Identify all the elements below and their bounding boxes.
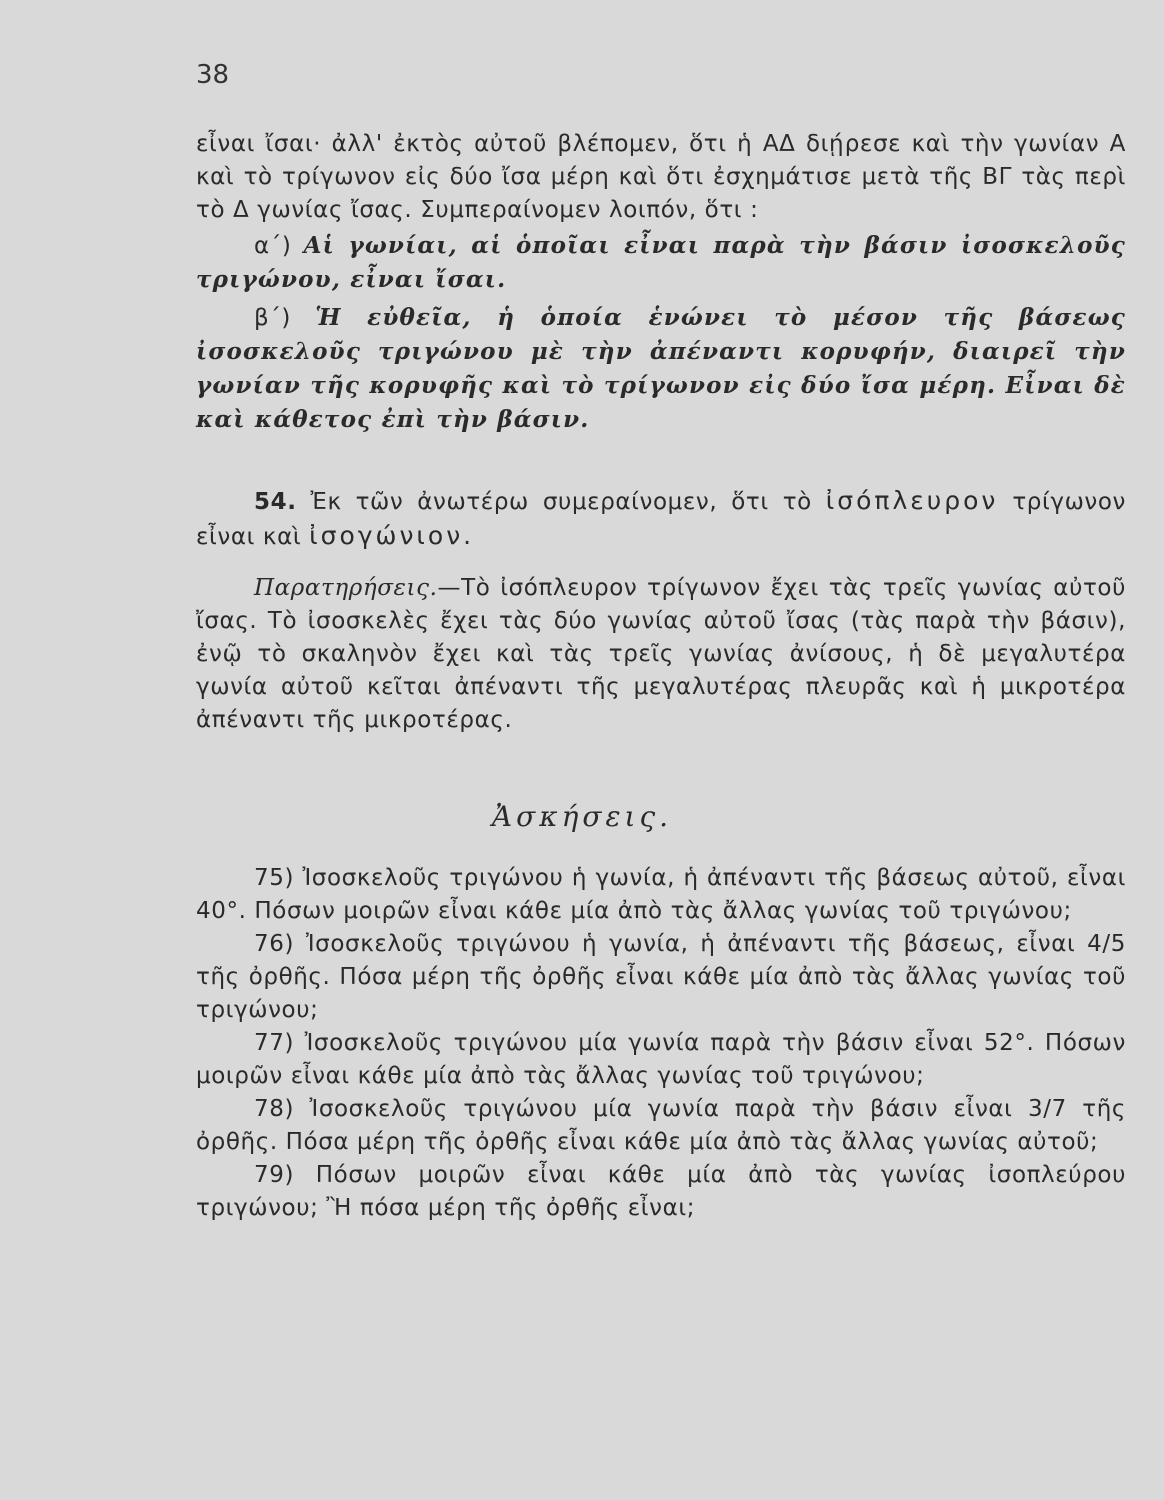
observations-paragraph (196, 572, 1126, 737)
exercise-item: 75) Ἰσοσκελοῦς τριγώνου ἡ γωνία, ἡ ἀπέναντι τῆς βάσεως αὐτοῦ, εἶναι 40°. Πόσων μοιρῶν εἶναι κάθε μία ἀπὸ τὰς ἄλλας γωνίας τοῦ τριγώνου; (196, 865, 1126, 924)
conclusion-b-text: Ἡ εὐθεῖα, ἡ ὁποία ἑνώνει τὸ μέσον τῆς βάσεως ἰσοσκελοῦς τριγώνου μὲ τὴν ἀπέναντι κορυφήν, διαιρεῖ τὴν γωνίαν τῆς κορυφῆς καὶ τὸ τρίγωνον εἰς δύο ἴσα μέρη. Εἶναι δὲ καὶ κάθετος ἐπὶ τὴν βάσιν. (196, 304, 1126, 433)
conclusion-b-label: β΄) (254, 305, 291, 331)
section-54-term-equilateral: ἰσόπλευρον (825, 486, 999, 515)
section-54-text-before: Ἐκ τῶν ἀνωτέρω συμεραίνομεν, ὅτι τὸ (310, 489, 812, 515)
exercise-item: 79) Πόσων μοιρῶν εἶναι κάθε μία ἀπὸ τὰς γωνίας ἰσοπλεύρου τριγώνου; Ἢ πόσα μέρη τῆς ὀρθῆς εἶναι; (196, 1162, 1126, 1221)
observations-text: —Τὸ ἰσόπλευρον τρίγωνον ἔχει τὰς τρεῖς γωνίας αὐτοῦ ἴσας. Τὸ ἰσοσκελὲς ἔχει τὰς δύο γωνίας αὐτοῦ ἴσας (τὰς παρὰ τὴν βάσιν), ἐνῷ τὸ σκαληνὸν ἔχει καὶ τὰς τρεῖς γωνίας ἀνίσους, ἡ δὲ μεγαλυτέρα γωνία αὐτοῦ κεῖται ἀπέναντι τῆς μεγαλυτέρας πλευρᾶς καὶ ἡ μικροτέρα ἀπέναντι τῆς μικροτέρας. (196, 575, 1126, 733)
conclusion-a (196, 229, 1126, 297)
exercises-heading: Ἀσκήσεις. (491, 800, 673, 833)
exercise-item: 76) Ἰσοσκελοῦς τριγώνου ἡ γωνία, ἡ ἀπέναντι τῆς βάσεως, εἶναι 4/5 τῆς ὀρθῆς. Πόσα μέρη τῆς ὀρθῆς εἶναι κάθε μία ἀπὸ τὰς ἄλλας γωνίας τοῦ τριγώνου; (196, 931, 1126, 1023)
intro-paragraph: εἶναι ἴσαι· ἀλλ' ἐκτὸς αὐτοῦ βλέπομεν, ὅτι ἡ ΑΔ διῄρεσε καὶ τὴν γωνίαν Α καὶ τὸ τρίγωνον εἰς δύο ἴσα μέρη καὶ ὅτι ἐσχημάτισε μετὰ τῆς ΒΓ τὰς περὶ τὸ Δ γωνίας ἴσας. Συμπεραίνομεν λοιπόν, ὅτι : (196, 131, 1126, 223)
section-54-number: 54. (254, 489, 297, 515)
exercises-list (196, 862, 1126, 1225)
section-54-term-equiangular: ἰσογώνιον. (309, 521, 475, 550)
page-number: 38 (196, 60, 230, 90)
observations (196, 572, 1126, 737)
conclusion-a-label: α΄) (254, 233, 292, 259)
section-54-text-middle: τρίγωνον εἶναι καὶ (196, 489, 1126, 550)
section-54-paragraph (196, 484, 1126, 554)
intro-section (196, 128, 1126, 437)
observations-title: Παρατηρήσεις. (254, 575, 438, 601)
conclusion-b (196, 301, 1126, 437)
exercise-item: 77) Ἰσοσκελοῦς τριγώνου μία γωνία παρὰ τὴν βάσιν εἶναι 52°. Πόσων μοιρῶν εἶναι κάθε μία ἀπὸ τὰς ἄλλας γωνίας τοῦ τριγώνου; (196, 1030, 1126, 1089)
exercise-item: 78) Ἰσοσκελοῦς τριγώνου μία γωνία παρὰ τὴν βάσιν εἶναι 3/7 τῆς ὀρθῆς. Πόσα μέρη τῆς ὀρθῆς εἶναι κάθε μία ἀπὸ τὰς ἄλλας γωνίας αὐτοῦ; (196, 1096, 1126, 1155)
conclusion-a-text: Αἱ γωνίαι, αἱ ὁποῖαι εἶναι παρὰ τὴν βάσιν ἰσοσκελοῦς τριγώνου, εἶναι ἴσαι. (196, 232, 1126, 293)
section-54 (196, 484, 1126, 554)
